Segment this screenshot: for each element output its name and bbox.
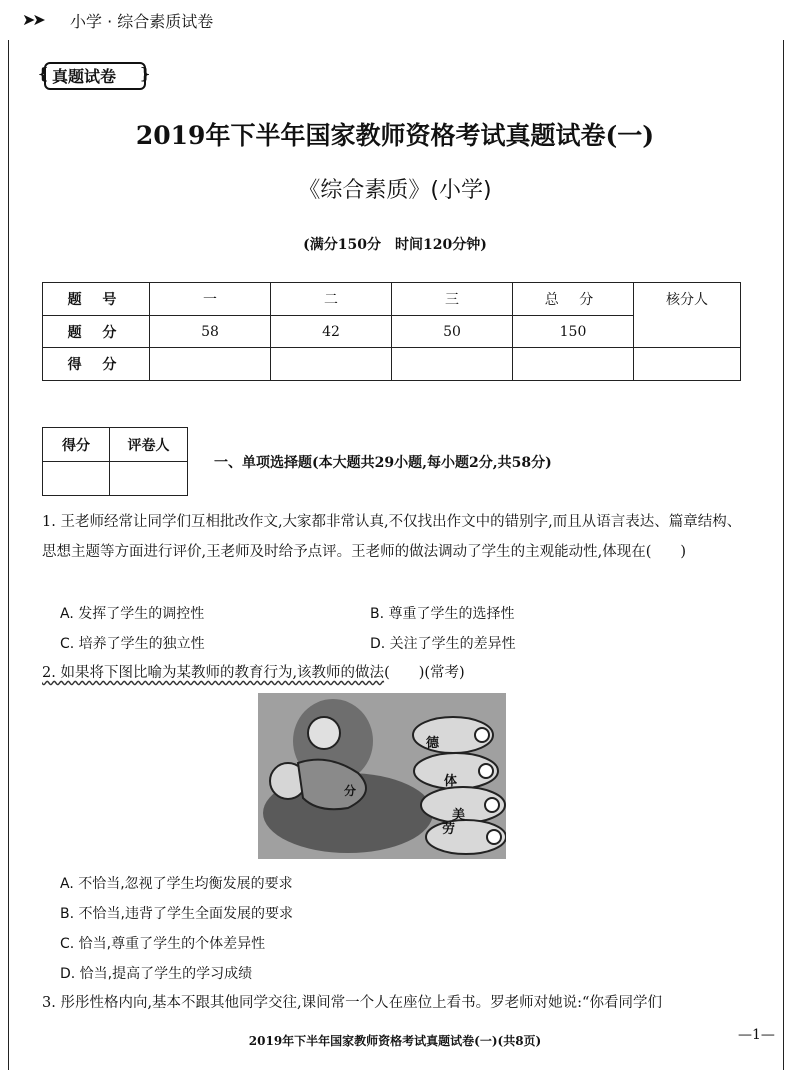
- header-cell: 二: [271, 283, 392, 316]
- left-curl-icon: {: [38, 64, 49, 83]
- question-1-stem: 1. 王老师经常让同学们互相批改作文,大家都非常认真,不仅找出作文中的错别字,而且从语言表达、篇章结构、思想主题等方面进行评价,王老师及时给予点评。王老师的做法调动了学生的主观能动性,体现在( ): [42, 514, 742, 560]
- row-label: 题 分: [43, 316, 150, 348]
- grader-header: 得分: [43, 428, 110, 462]
- series-title: 小学 · 综合素质试卷: [70, 12, 214, 31]
- empty-cell: [43, 462, 110, 496]
- section-title: 一、单项选择题(本大题共29小题,每小题2分,共58分): [214, 455, 552, 471]
- score-cell: 50: [392, 316, 513, 348]
- header-cell: 题 号: [43, 283, 150, 316]
- running-header: [0, 0, 790, 38]
- header-cell: 总 分: [513, 283, 634, 316]
- cartoon-figure: [258, 693, 506, 859]
- q2-option-b: B. 不恰当,违背了学生全面发展的要求: [60, 906, 293, 922]
- q2-option-a: A. 不恰当,忽视了学生均衡发展的要求: [60, 876, 293, 892]
- empty-cell: [110, 462, 188, 496]
- q2-option-d: D. 恰当,提高了学生的学习成绩: [60, 966, 253, 982]
- empty-cell: [634, 348, 741, 381]
- header-cell: 一: [150, 283, 271, 316]
- double-arrow-icon: ➤➤: [22, 10, 43, 29]
- label-mei: 美: [452, 808, 466, 823]
- q1-option-d: D. 关注了学生的差异性: [370, 636, 516, 652]
- q2-option-c: C. 恰当,尊重了学生的个体差异性: [60, 936, 266, 952]
- label-fen: 分: [344, 784, 357, 798]
- exam-subtitle: 《综合素质》(小学): [298, 178, 492, 203]
- score-note: (满分150分 时间120分钟): [303, 237, 487, 253]
- page-number: —1—: [738, 1027, 775, 1043]
- score-cell: 58: [150, 316, 271, 348]
- cartoon-illustration: [258, 693, 506, 859]
- header-cell: 核分人: [634, 283, 741, 348]
- empty-cell: [271, 348, 392, 381]
- header-cell: 三: [392, 283, 513, 316]
- q1-option-a: A. 发挥了学生的调控性: [60, 606, 205, 622]
- score-cell: 42: [271, 316, 392, 348]
- empty-cell: [392, 348, 513, 381]
- score-cell: 150: [513, 316, 634, 348]
- q1-option-b: B. 尊重了学生的选择性: [370, 606, 515, 622]
- q2-stem-tail: ( )(常考): [384, 665, 465, 681]
- empty-cell: [150, 348, 271, 381]
- label-de: 德: [426, 736, 440, 751]
- badge-label: 真题试卷: [52, 67, 117, 86]
- q1-option-c: C. 培养了学生的独立性: [60, 636, 205, 652]
- grader-table: [42, 427, 188, 496]
- exam-badge: [38, 58, 151, 90]
- label-lao: 劳: [442, 822, 456, 837]
- score-table: [42, 282, 741, 381]
- empty-cell: [513, 348, 634, 381]
- page-footer: 2019年下半年国家教师资格考试真题试卷(一)(共8页): [248, 1034, 542, 1048]
- q2-stem-main: 2. 如果将下图比喻为某教师的教育行为,该教师的做法: [42, 665, 385, 681]
- exam-title: 2019年下半年国家教师资格考试真题试卷(一): [135, 121, 655, 150]
- row-label: 得 分: [43, 348, 150, 381]
- question-3-stem: 3. 彤彤性格内向,基本不跟其他同学交往,课间常一个人在座位上看书。罗老师对她说:“你看同学们: [42, 995, 662, 1011]
- grader-header: 评卷人: [110, 428, 188, 462]
- right-curl-icon: }: [140, 64, 151, 83]
- label-ti: 体: [444, 774, 458, 789]
- question-2-stem: [42, 658, 754, 688]
